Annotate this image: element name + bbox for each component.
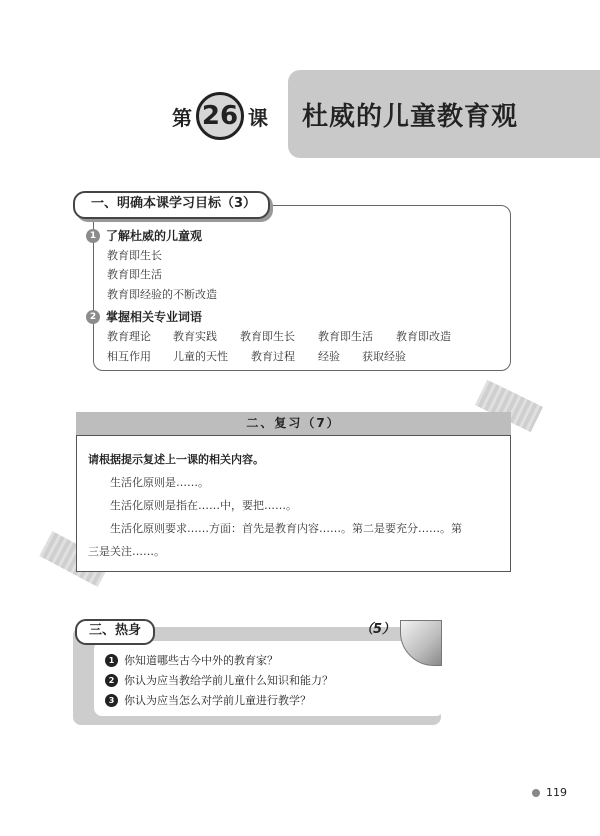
objective-item: 教育即经验的不断改造 <box>107 288 217 301</box>
vocab-term: 经验 <box>318 350 340 363</box>
vocab-term: 获取经验 <box>362 350 406 363</box>
review-heading: 二、复习（7） <box>76 412 511 436</box>
review-line: 生活化原则是指在……中，要把……。 <box>110 499 297 512</box>
number-bullet-icon: 1 <box>105 654 118 667</box>
number-bullet-icon: 3 <box>105 694 118 707</box>
objective-1-heading <box>86 227 202 244</box>
number-bullet-icon: 2 <box>86 310 100 324</box>
warmup-question <box>105 652 278 668</box>
objective-2-title: 掌握相关专业词语 <box>106 310 203 324</box>
lesson-number-badge <box>172 86 268 146</box>
page-number-text: 119 <box>546 786 567 799</box>
number-bullet-icon: 2 <box>105 674 118 687</box>
question-text: 你知道哪些古今中外的教育家？ <box>124 654 278 667</box>
vocab-term: 儿童的天性 <box>173 350 228 363</box>
review-instruction: 请根据提示复述上一课的相关内容。 <box>88 453 264 466</box>
review-line: 生活化原则是……。 <box>110 476 209 489</box>
warmup-heading: 三、热身 <box>75 619 155 645</box>
number-bullet-icon: 1 <box>86 229 100 243</box>
objective-item: 教育即生长 <box>107 249 162 262</box>
page-number <box>532 786 567 799</box>
vocab-term: 教育即生活 <box>318 330 373 343</box>
vocab-term: 教育实践 <box>173 330 217 343</box>
warmup-hours: （5） <box>360 622 396 637</box>
lesson-suffix: 课 <box>248 105 268 130</box>
vocab-term: 相互作用 <box>107 350 151 363</box>
objective-2-heading <box>86 308 202 325</box>
vocab-term: 教育即生长 <box>240 330 295 343</box>
lesson-prefix: 第 <box>172 105 192 130</box>
question-text: 你认为应当教给学前儿童什么知识和能力？ <box>124 674 333 687</box>
vocab-term: 教育理论 <box>107 330 151 343</box>
lesson-title: 杜威的儿童教育观 <box>302 102 519 132</box>
dot-icon <box>532 789 540 797</box>
vocab-term: 教育即改造 <box>396 330 451 343</box>
objective-item: 教育即生活 <box>107 268 162 281</box>
review-line: 三是关注……。 <box>88 545 165 558</box>
objective-1-title: 了解杜威的儿童观 <box>106 229 203 243</box>
review-line: 生活化原则要求……方面：首先是教育内容……。第二是要充分……。第 <box>110 522 462 535</box>
warmup-question <box>105 692 311 708</box>
lesson-number: 26 <box>196 92 244 140</box>
warmup-question <box>105 672 333 688</box>
vocab-term: 教育过程 <box>251 350 295 363</box>
objectives-heading: 一、明确本课学习目标（3） <box>73 191 270 219</box>
question-text: 你认为应当怎么对学前儿童进行教学？ <box>124 694 311 707</box>
